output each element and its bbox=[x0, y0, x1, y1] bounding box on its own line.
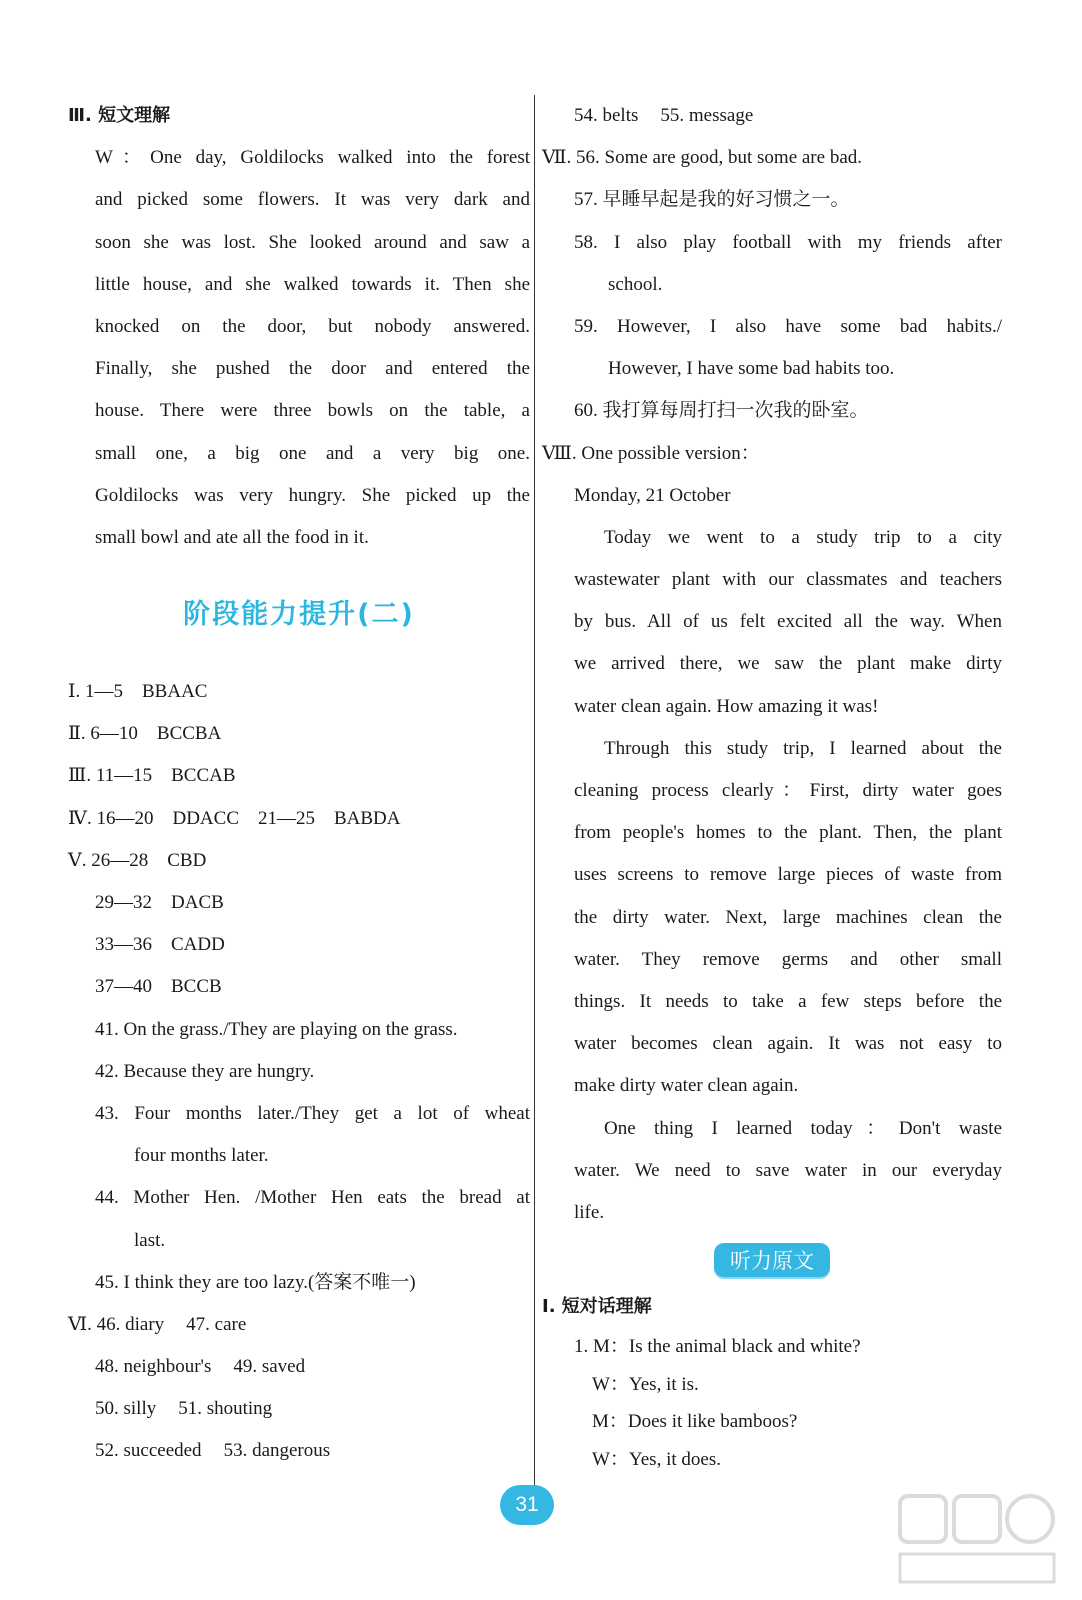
passage-line: small one, a big one and a very big one. bbox=[95, 442, 530, 464]
essay-line: Through this study trip, I learned about the bbox=[604, 737, 1002, 759]
dialogue-line: 1. M：Is the animal black and white? bbox=[574, 1336, 861, 1358]
essay-line: water clean again. How amazing it was! bbox=[574, 695, 879, 717]
answer-row bbox=[68, 1430, 530, 1472]
answer-row: 58. I also play football with my friends after bbox=[574, 231, 1002, 253]
answer-row: 42. Because they are hungry. bbox=[95, 1060, 315, 1082]
passage-line: knocked on the door, but nobody answered. bbox=[95, 315, 530, 337]
essay-date: Monday, 21 October bbox=[574, 484, 731, 506]
column-divider bbox=[534, 95, 535, 1495]
answer-row: four months later. bbox=[134, 1145, 269, 1167]
answer-row: 60. 我打算每周打扫一次我的卧室。 bbox=[574, 400, 869, 422]
answer-item: 49. saved bbox=[233, 1356, 306, 1378]
dialogue-line: W：Yes, it does. bbox=[592, 1448, 721, 1470]
answer-row: 44. Mother Hen. /Mother Hen eats the bread at bbox=[95, 1187, 530, 1209]
dialogue-line: W：Yes, it is. bbox=[592, 1373, 699, 1395]
essay-line: Today we went to a study trip to a city bbox=[604, 526, 1002, 548]
answer-row: Ⅳ. 16—20 DDACC 21—25 BABDA bbox=[68, 807, 401, 829]
answer-row: Ⅴ. 26—28 CBD bbox=[68, 849, 207, 871]
section-heading: Ⅷ. One possible version： bbox=[542, 442, 760, 464]
answer-item: 52. succeeded bbox=[95, 1440, 202, 1462]
left-column bbox=[68, 95, 530, 1473]
page-number: 31 bbox=[500, 1485, 554, 1525]
essay-line: wastewater plant with our classmates and teachers bbox=[574, 569, 1002, 591]
answer-item: 51. shouting bbox=[178, 1398, 273, 1420]
essay-line: from people's homes to the plant. Then, the plant bbox=[574, 822, 1002, 844]
answer-item: 48. neighbour's bbox=[95, 1356, 212, 1378]
essay-line: One thing I learned today：Don't waste bbox=[604, 1117, 1002, 1139]
answer-row bbox=[68, 1346, 530, 1388]
answer-row: Ⅱ. 6—10 BCCBA bbox=[68, 723, 222, 745]
passage-line: W：One day, Goldilocks walked into the forest bbox=[95, 147, 530, 169]
answer-item: 50. silly bbox=[95, 1398, 157, 1420]
answer-item: 55. message bbox=[660, 105, 754, 126]
answer-row: 29—32 DACB bbox=[95, 892, 224, 913]
dialogue-line: M：Does it like bamboos? bbox=[592, 1411, 798, 1433]
essay-line: the dirty water. Next, large machines clean the bbox=[574, 906, 1002, 928]
answer-row: 57. 早睡早起是我的好习惯之一。 bbox=[574, 189, 850, 211]
answer-row: 43. Four months later./They get a lot of wheat bbox=[95, 1102, 530, 1124]
essay-line: water. We need to save water in our everyday bbox=[574, 1159, 1002, 1181]
essay-line: water. They remove germs and other small bbox=[574, 948, 1002, 970]
essay-line: life. bbox=[574, 1201, 605, 1223]
answer-item: Ⅵ. 46. diary bbox=[68, 1313, 165, 1335]
answer-row: Ⅰ. 1—5 BBAAC bbox=[68, 681, 208, 703]
passage-line: Goldilocks was very hungry. She picked up the bbox=[95, 484, 530, 506]
section-heading: Ⅰ. 短对话理解 bbox=[542, 1296, 652, 1318]
answer-row: 33—36 CADD bbox=[95, 934, 225, 956]
passage-line: little house, and she walked towards it. Then she bbox=[95, 273, 530, 295]
answer-item: 53. dangerous bbox=[223, 1440, 331, 1462]
answer-row bbox=[68, 1388, 530, 1430]
listening-badge: 听力原文 bbox=[714, 1243, 830, 1277]
essay-line: uses screens to remove large pieces of waste from bbox=[574, 864, 1002, 886]
passage-line: Finally, she pushed the door and entered the bbox=[95, 358, 530, 380]
answer-row: 59. However, I also have some bad habits./ bbox=[574, 315, 1002, 337]
answer-row: school. bbox=[608, 273, 663, 295]
essay-line: make dirty water clean again. bbox=[574, 1075, 799, 1097]
essay-line: cleaning process clearly：First, dirty water goes bbox=[574, 780, 1002, 801]
passage-line: house. There were three bowls on the table, a bbox=[95, 400, 530, 422]
essay-line: water becomes clean again. It was not easy to bbox=[574, 1033, 1002, 1055]
passage-line: small bowl and ate all the food in it. bbox=[95, 526, 369, 548]
passage-line: soon she was lost. She looked around and saw a bbox=[95, 231, 530, 253]
essay-line: things. It needs to take a few steps before the bbox=[574, 990, 1002, 1012]
listening-badge-wrap bbox=[542, 1234, 1002, 1286]
essay-line: we arrived there, we saw the plant make dirty bbox=[574, 653, 1002, 675]
answer-row bbox=[542, 95, 1002, 137]
answer-row: 37—40 BCCB bbox=[95, 976, 222, 998]
section-heading: Ⅲ. 短文理解 bbox=[68, 105, 171, 126]
passage-line: and picked some flowers. It was very dark and bbox=[95, 189, 530, 211]
answer-row: Ⅶ. 56. Some are good, but some are bad. bbox=[542, 147, 863, 169]
essay-line: by bus. All of us felt excited all the way. When bbox=[574, 611, 1002, 633]
answer-item: 47. care bbox=[186, 1313, 247, 1335]
answer-row: Ⅲ. 11—15 BCCAB bbox=[68, 765, 236, 787]
answer-row: However, I have some bad habits too. bbox=[608, 358, 895, 380]
right-column bbox=[542, 95, 1002, 1478]
answer-row: 41. On the grass./They are playing on the grass. bbox=[95, 1018, 458, 1040]
watermark-logo bbox=[892, 1490, 1062, 1590]
answer-row: last. bbox=[134, 1229, 166, 1251]
answer-row: 45. I think they are too lazy.(答案不唯一) bbox=[95, 1271, 416, 1293]
answer-row bbox=[68, 1304, 530, 1346]
section-title: 阶段能力提升(二) bbox=[183, 599, 415, 631]
answer-item: 54. belts bbox=[574, 105, 639, 126]
